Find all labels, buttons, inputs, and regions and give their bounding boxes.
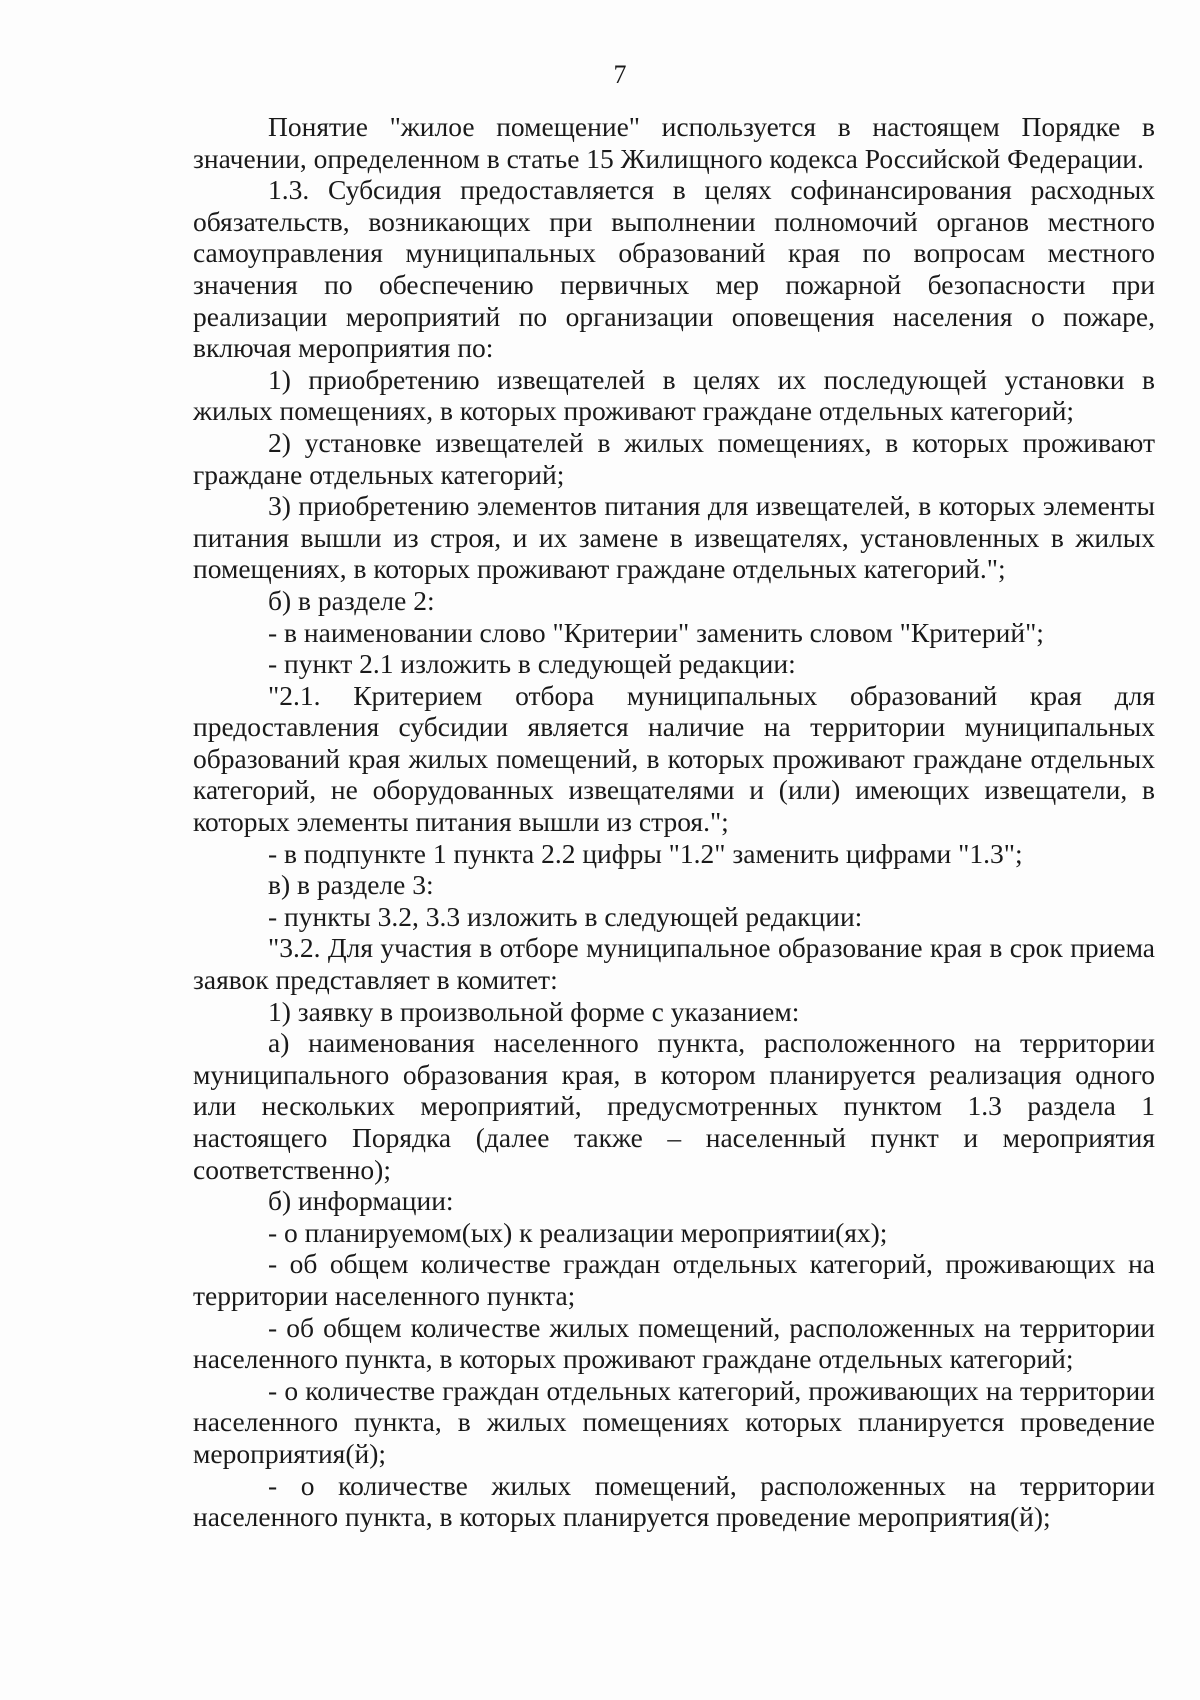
info-item-premises-planned: - о количестве жилых помещений, расположенных на территории населенного пункта, в которых планируется проведение мероприятия(й);: [193, 1469, 1155, 1533]
paragraph-definition: Понятие "жилое помещение" используется в настоящем Порядке в значении, определенном в статье 15 Жилищного кодекса Российской Федерации.: [193, 111, 1155, 174]
page-number: 7: [613, 60, 627, 89]
paragraph-3-2: "3.2. Для участия в отборе муниципальное образование края в срок приема заявок представляет в комитет:: [193, 932, 1155, 996]
info-item-citizens-planned: - о количестве граждан отдельных категорий, проживающих на территории населенного пункта, в жилых помещениях которых планируется проведение мероприятия(й);: [193, 1374, 1155, 1469]
list-item-3: 3) приобретению элементов питания для извещателей, в которых элементы питания вышли из строя, и их замене в извещателях, установленных в жилых помещениях, в которых проживают граждане отдельных категорий.";: [193, 490, 1155, 585]
paragraph-1-3: 1.3. Субсидия предоставляется в целях софинансирования расходных обязательств, возникающих при выполнении полномочий органов местного самоуправления муниципальных образований края по вопросам местного значения по обеспечению первичных мер пожарной безопасности при реализации мероприятий по организации оповещения населения о пожаре, включая мероприятия по:: [193, 174, 1155, 364]
info-item-citizens-total: - об общем количестве граждан отдельных категорий, проживающих на территории населенного пункта;: [193, 1248, 1155, 1311]
section-2-heading: б) в разделе 2:: [268, 584, 435, 616]
amendment-2-1-intro: - пункт 2.1 изложить в следующей редакции:: [268, 648, 796, 680]
info-item-planned: - о планируемом(ых) к реализации мероприятии(ях);: [268, 1216, 888, 1248]
amendment-2-2: - в подпункте 1 пункта 2.2 цифры "1.2" заменить цифрами "1.3";: [268, 837, 1023, 869]
document-body: [193, 111, 1155, 1533]
list-item-application: 1) заявку в произвольной форме с указанием:: [268, 995, 800, 1027]
paragraph-2-1: "2.1. Критерием отбора муниципальных образований края для предоставления субсидии является наличие на территории муниципальных образований края жилых помещений, в которых проживают граждане отдельных категорий, не оборудованных извещателями и (или) имеющих извещатели, в которых элементы питания вышли из строя.";: [193, 679, 1155, 838]
amendment-title: - в наименовании слово "Критерии" заменить словом "Критерий";: [268, 616, 1044, 648]
sub-item-b: б) информации:: [268, 1185, 454, 1217]
list-item-2: 2) установке извещателей в жилых помещениях, в которых проживают граждане отдельных категорий;: [193, 426, 1155, 490]
info-item-premises-total: - об общем количестве жилых помещений, расположенных на территории населенного пункта, в которых проживают граждане отдельных категорий;: [193, 1311, 1155, 1375]
amendment-3-2-intro: - пункты 3.2, 3.3 изложить в следующей редакции:: [268, 900, 863, 932]
section-3-heading: в) в разделе 3:: [268, 869, 434, 901]
sub-item-a: а) наименования населенного пункта, расположенного на территории муниципального образования края, в котором планируется реализация одного или нескольких мероприятий, предусмотренных пунктом 1.3 раздела 1 настоящего Порядка (далее также – населенный пункт и мероприятия соответственно);: [193, 1027, 1155, 1185]
list-item-1: 1) приобретению извещателей в целях их последующей установки в жилых помещениях, в которых проживают граждане отдельных категорий;: [193, 363, 1155, 427]
